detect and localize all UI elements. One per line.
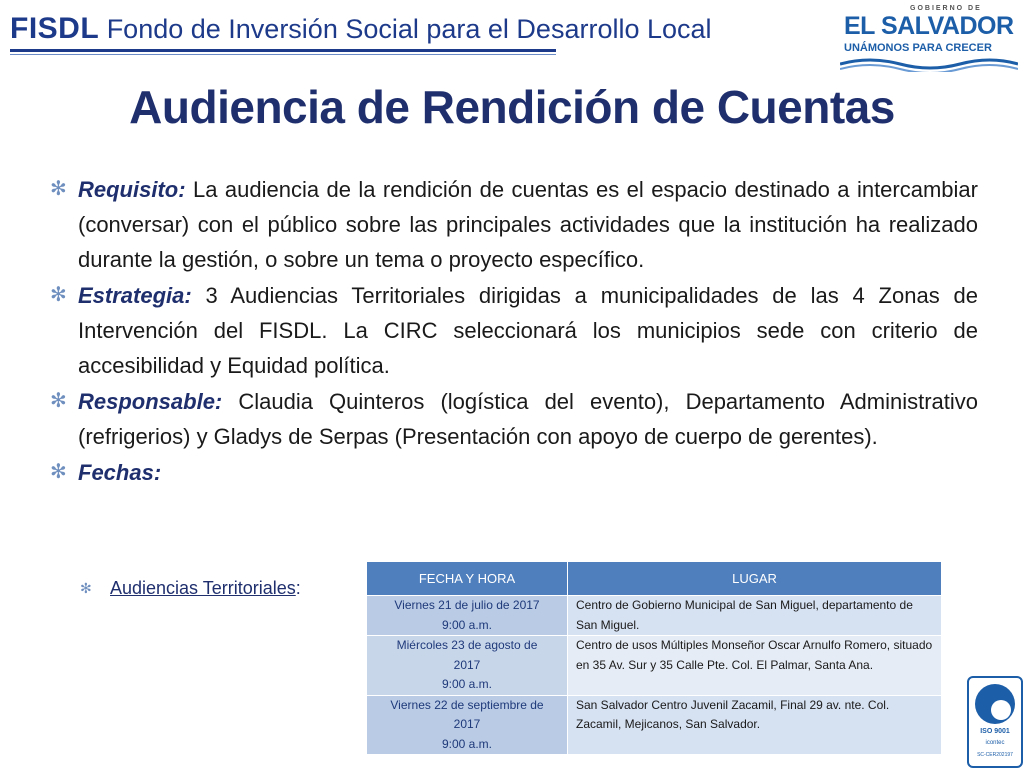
audiencias-territoriales-link[interactable]: Audiencias Territoriales <box>110 578 296 598</box>
time-line: 9:00 a.m. <box>441 736 493 751</box>
table-row <box>367 596 942 636</box>
asterisk-bullet-icon: ✻ <box>50 390 67 412</box>
table-header-row <box>367 562 942 596</box>
asterisk-bullet-icon: ✻ <box>50 461 67 483</box>
date-line: Viernes 22 de septiembre de <box>390 697 544 712</box>
bullet-label: Responsable: <box>78 389 223 414</box>
date-cell <box>367 596 568 636</box>
bullet-responsable <box>50 384 978 454</box>
bullet-requisito <box>50 172 978 277</box>
date-line: Miércoles 23 de agosto de <box>396 638 538 652</box>
asterisk-bullet-icon: ✻ <box>50 284 67 306</box>
date-line: Viernes 21 de julio de 2017 <box>394 598 540 612</box>
page-title: Audiencia de Rendición de Cuentas <box>129 81 895 133</box>
gov-logo-name: EL SALVADOR <box>844 12 1014 40</box>
iso-org: icontec <box>985 740 1005 746</box>
wave-icon <box>840 56 1018 72</box>
place-cell: Centro de usos Múltiples Monseñor Oscar Arnulfo Romero, situado en 35 Av. Sur y 35 Calle Pte. Col. El Palmar, Santa Ana. <box>568 636 942 696</box>
place-cell: San Salvador Centro Juvenil Zacamil, Final 29 av. nte. Col. Zacamil, Mejicanos, San Salvador. <box>568 695 942 755</box>
logo-rule <box>10 49 556 52</box>
bullet-fechas <box>50 455 978 490</box>
place-cell: Centro de Gobierno Municipal de San Miguel, departamento de San Miguel. <box>568 596 942 636</box>
date-cell <box>367 695 568 755</box>
bullet-label: Estrategia: <box>78 283 192 308</box>
fisdl-logo-mark: FISDL <box>10 12 100 45</box>
asterisk-bullet-icon: ✻ <box>50 178 67 200</box>
bullet-text: 3 Audiencias Territoriales dirigidas a municipalidades de las 4 Zonas de Intervención del FISDL. La CIRC seleccionará los municipios sede con criterio de accesibilidad y Equidad política. <box>78 283 978 378</box>
asterisk-bullet-icon: ✻ <box>80 580 92 596</box>
column-header-date: FECHA Y HORA <box>367 562 568 596</box>
bullet-text: Claudia Quinteros (logística del evento), Departamento Administrativo (refrigerios) y Gladys de Serpas (Presentación con apoyo de cuerpo de gerentes). <box>78 389 978 449</box>
sub-bullet-suffix: : <box>295 578 301 598</box>
iso-label: ISO 9001 <box>980 728 1010 735</box>
gov-logo-slogan: UNÁMONOS PARA CRECER <box>844 42 992 54</box>
time-line: 9:00 a.m. <box>441 677 493 691</box>
bullet-label: Requisito: <box>78 177 186 202</box>
schedule-table <box>366 561 942 755</box>
bullet-list <box>50 172 978 491</box>
gov-logo-small-text: GOBIERNO DE <box>910 5 982 12</box>
bullet-label: Fechas: <box>78 460 162 485</box>
fisdl-logo-text: Fondo de Inversión Social para el Desarrollo Local <box>106 14 712 44</box>
iso-certification-badge <box>967 676 1023 768</box>
bullet-estrategia <box>50 278 978 383</box>
table-row <box>367 695 942 755</box>
year-line: 2017 <box>453 717 481 731</box>
fisdl-logo <box>4 4 712 56</box>
gobierno-el-salvador-logo <box>840 2 1018 72</box>
bullet-text: La audiencia de la rendición de cuentas es el espacio destinado a intercambiar (conversar) con el público sobre las principales actividades que la institución ha realizado durante la gestión, o sobre un tema o proyecto específico. <box>78 177 978 272</box>
column-header-place: LUGAR <box>568 562 942 596</box>
iso-code: SC-CER202197 <box>977 752 1013 758</box>
time-line: 9:00 a.m. <box>441 617 493 632</box>
date-cell <box>367 636 568 696</box>
iso-logo-icon <box>975 684 1015 724</box>
table-row <box>367 636 942 696</box>
logo-rule-thin <box>10 54 556 55</box>
year-line: 2017 <box>453 657 481 672</box>
